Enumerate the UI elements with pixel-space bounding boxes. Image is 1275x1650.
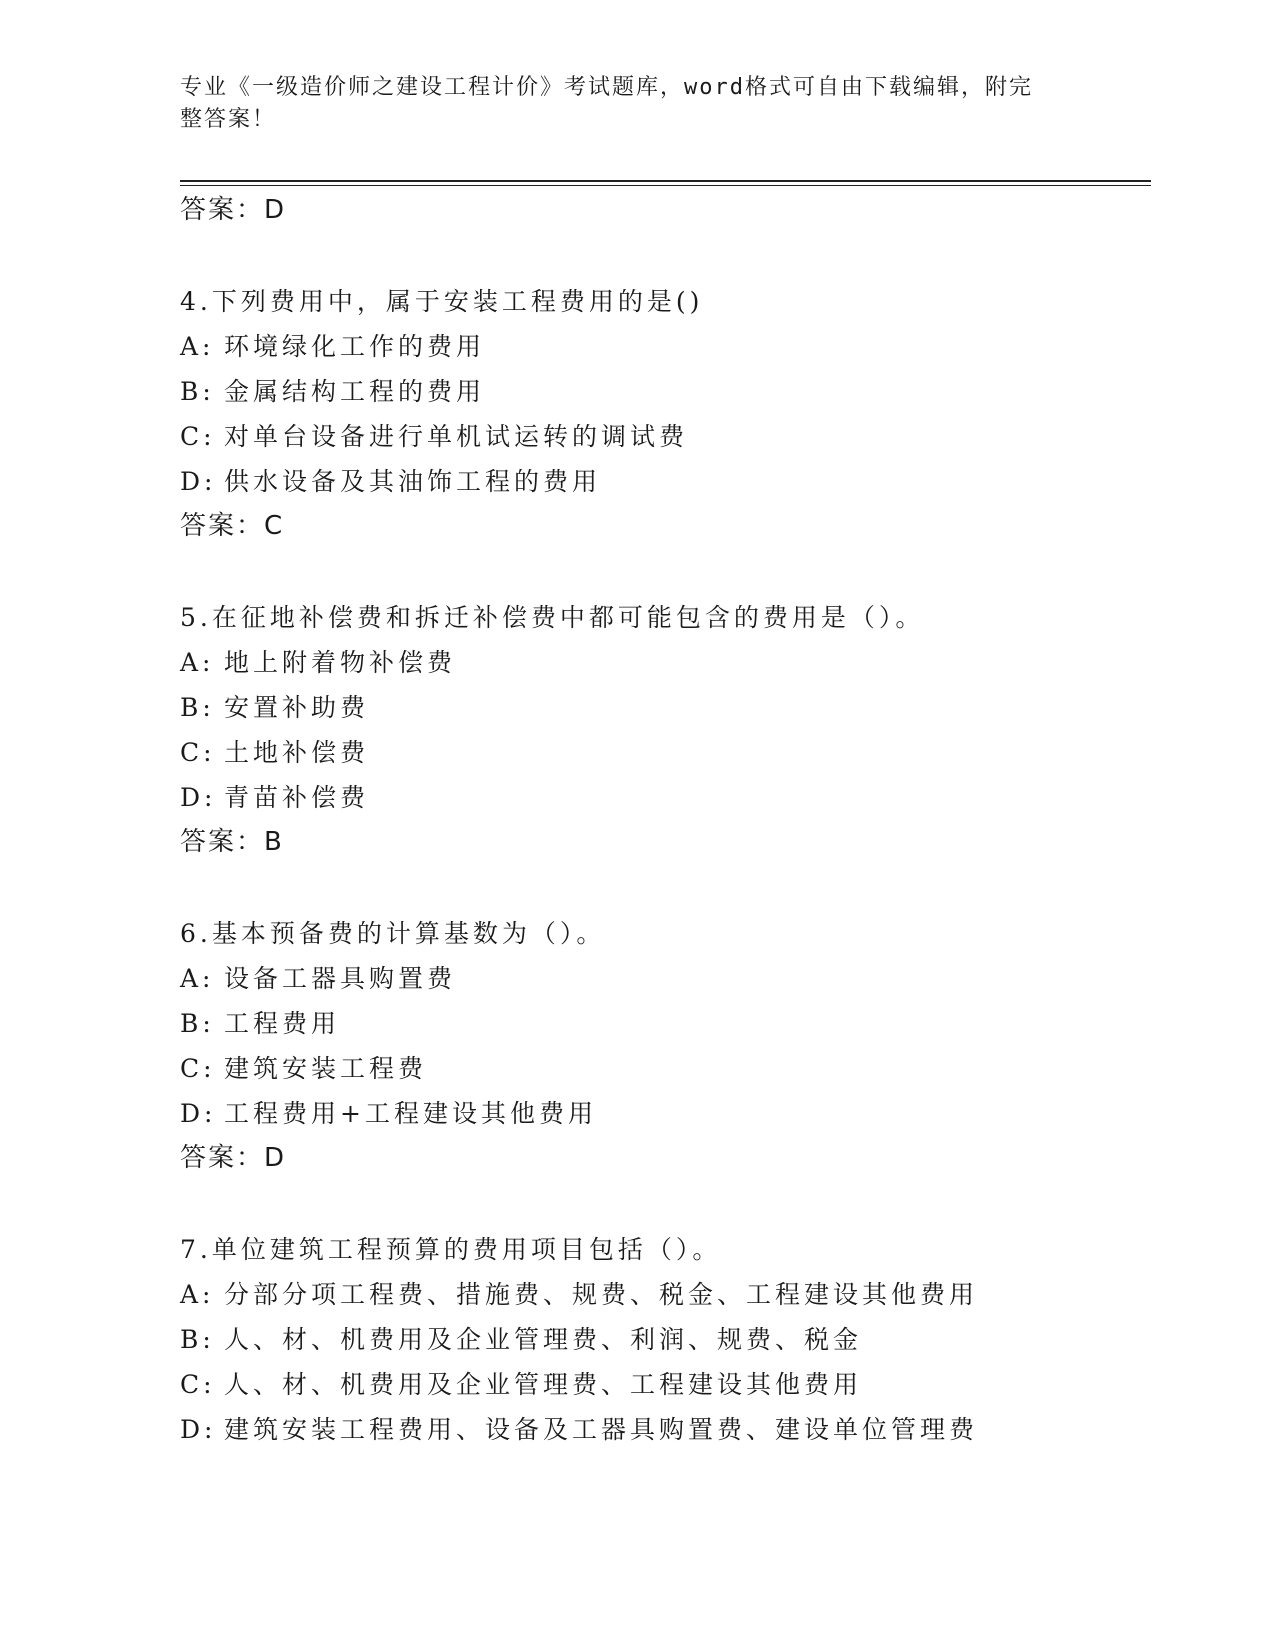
option-b: [180, 369, 1140, 414]
question-block: [180, 279, 1140, 549]
option-b: [180, 685, 1140, 730]
option-d: [180, 1407, 1140, 1452]
header-line-1: 专业《一级造价师之建设工程计价》考试题库，word格式可自由下载编辑，附完: [180, 75, 1033, 100]
header-line-2: 整答案！: [180, 107, 277, 132]
question-title: 5.在征地补偿费和拆迁补偿费中都可能包含的费用是（）。: [180, 603, 925, 632]
option-text: 环境绿化工作的费用: [224, 332, 486, 361]
option-c: [180, 730, 1140, 775]
answer-line: 答案：C: [180, 511, 285, 541]
option-a: [180, 324, 1140, 369]
option-text: 建筑安装工程费用、设备及工器具购置费、建设单位管理费: [224, 1415, 979, 1444]
header-rule-thin: [180, 185, 1151, 186]
option-d: [180, 459, 1140, 504]
question-block: [180, 595, 1140, 865]
option-text: 地上附着物补偿费: [224, 648, 457, 677]
option-text: 设备工器具购置费: [224, 964, 457, 993]
question-title: 7.单位建筑工程预算的费用项目包括（）。: [180, 1235, 722, 1264]
option-b: [180, 1317, 1140, 1362]
option-key: A:: [180, 964, 215, 993]
spacer: [180, 233, 1140, 279]
option-c: [180, 1362, 1140, 1407]
option-key: C:: [180, 1370, 216, 1399]
option-text: 人、材、机费用及企业管理费、工程建设其他费用: [224, 1370, 863, 1399]
spacer: [180, 1181, 1140, 1227]
question-title: 4.下列费用中，属于安装工程费用的是(): [180, 287, 704, 316]
spacer: [180, 865, 1140, 911]
option-text: 分部分项工程费、措施费、规费、税金、工程建设其他费用: [224, 1280, 979, 1309]
option-a: [180, 1272, 1140, 1317]
option-key: B:: [180, 693, 215, 722]
option-key: B:: [180, 1009, 215, 1038]
option-a: [180, 956, 1140, 1001]
option-key: C:: [180, 738, 216, 767]
option-key: D:: [180, 467, 217, 496]
option-text: 青苗补偿费: [224, 783, 370, 812]
option-text: 土地补偿费: [224, 738, 370, 767]
option-a: [180, 640, 1140, 685]
option-text: 供水设备及其油饰工程的费用: [224, 467, 602, 496]
option-text: 人、材、机费用及企业管理费、利润、规费、税金: [224, 1325, 863, 1354]
document-header: [180, 72, 1080, 136]
option-text: 工程费用: [224, 1009, 341, 1038]
option-key: C:: [180, 1054, 216, 1083]
question-title: 6.基本预备费的计算基数为（）。: [180, 919, 606, 948]
option-text: 对单台设备进行单机试运转的调试费: [224, 422, 689, 451]
option-text: 建筑安装工程费: [224, 1054, 428, 1083]
answer-line: 答案：D: [180, 195, 287, 225]
question-list: [180, 188, 1140, 1452]
header-rule-thick: [180, 180, 1151, 182]
option-d: [180, 775, 1140, 820]
option-key: D:: [180, 1415, 217, 1444]
option-c: [180, 1046, 1140, 1091]
option-key: C:: [180, 422, 216, 451]
option-b: [180, 1001, 1140, 1046]
option-key: B:: [180, 377, 215, 406]
option-d: [180, 1091, 1140, 1136]
option-text: 工程费用+工程建设其他费用: [224, 1099, 597, 1128]
option-key: D:: [180, 783, 217, 812]
option-key: B:: [180, 1325, 215, 1354]
question-block: [180, 911, 1140, 1181]
question-block: [180, 1227, 1140, 1452]
option-text: 安置补助费: [224, 693, 370, 722]
option-text: 金属结构工程的费用: [224, 377, 486, 406]
option-key: A:: [180, 1280, 215, 1309]
answer-line: 答案：D: [180, 1143, 287, 1173]
option-key: A:: [180, 648, 215, 677]
option-c: [180, 414, 1140, 459]
answer-line: 答案：B: [180, 827, 284, 857]
spacer: [180, 549, 1140, 595]
option-key: D:: [180, 1099, 217, 1128]
option-key: A:: [180, 332, 215, 361]
